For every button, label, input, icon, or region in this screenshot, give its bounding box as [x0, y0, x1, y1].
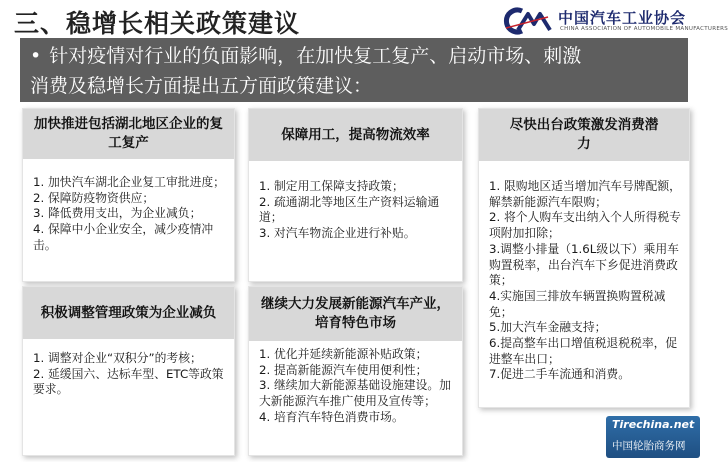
- list-item: 7.促进二手车流通和消费。: [489, 367, 631, 382]
- list-item: 1. 调整对企业“双积分”的考核；: [33, 351, 202, 365]
- card-nev-list: [259, 347, 454, 426]
- card-nev-title: 继续大力发展新能源汽车产业，培育特色市场: [249, 287, 462, 341]
- list-item: 3. 对汽车物流企业进行补贴。: [259, 226, 416, 241]
- card-resume-title: 加快推进包括湖北地区企业的复工复产: [23, 109, 234, 159]
- list-item: 1. 优化并延续新能源补贴政策；: [259, 347, 428, 361]
- card-labor-title: 保障用工，提高物流效率: [249, 109, 462, 161]
- card-resume-production: [22, 108, 235, 282]
- card-consumption-list: [489, 179, 681, 383]
- list-item: 2. 将个人购车支出纳入个人所得税专项附加扣除；: [489, 210, 681, 241]
- list-item: 6.提高整车出口增值税退税税率，促进整车出口；: [489, 336, 678, 366]
- list-item: 1. 制定用工保障支持政策；: [259, 179, 404, 193]
- list-item: 4. 保障中小企业安全，减少疫情冲击。: [33, 222, 214, 252]
- list-item: 1. 限购地区适当增加汽车号牌配额，解禁新能源汽车限购；: [489, 179, 681, 209]
- intro-banner: [20, 38, 688, 102]
- watermark-name: 中国轮胎商务网: [612, 440, 686, 452]
- card-labor-logistics: [248, 108, 463, 282]
- watermark-site: Tirechina.net: [612, 418, 695, 431]
- list-item: 5.加大汽车金融支持；: [489, 320, 607, 335]
- logo-name-cn: 中国汽车工业协会: [558, 9, 687, 27]
- banner-text-1: 针对疫情对行业的负面影响，在加快复工复产、启动市场、刺激: [49, 45, 582, 67]
- list-item: 4. 培育汽车特色消费市场。: [259, 409, 404, 424]
- card-management-title: 积极调整管理政策为企业减负: [23, 287, 234, 339]
- banner-line-2: 消费及稳增长方面提出五方面政策建议：: [30, 75, 373, 97]
- tirechina-watermark: [606, 416, 700, 458]
- card-consumption: [478, 108, 690, 408]
- logo-name-en: CHINA ASSOCIATION OF AUTOMOBILE MANUFACTURERS: [560, 26, 728, 32]
- page-title: 三、稳增长相关政策建议: [14, 9, 301, 38]
- bullet-icon: •: [30, 45, 42, 67]
- card-resume-list: [33, 175, 226, 254]
- card-labor-list: [259, 179, 454, 242]
- banner-line-1: [30, 41, 678, 71]
- card-management-policy: [22, 286, 235, 456]
- card-consumption-title: 尽快出台政策激发消费潜力: [479, 109, 689, 161]
- caam-logo: [500, 4, 728, 38]
- list-item: 2. 延缓国六、达标车型、ETC等政策要求。: [33, 366, 224, 397]
- list-item: 2. 保障防疫物资供应；: [33, 190, 155, 205]
- list-item: 1. 加快汽车湖北企业复工审批进度；: [33, 175, 225, 189]
- list-item: 3.调整小排量（1.6L级以下）乘用车购置税率，出台汽车下乡促进消费政策；: [489, 241, 679, 288]
- list-item: 3. 降低费用支出，为企业减负；: [33, 206, 202, 221]
- card-new-energy: [248, 286, 463, 456]
- list-item: 2. 疏通湖北等地区生产资料运输通道；: [259, 194, 440, 225]
- list-item: 3. 继续加大新能源基础设施建设。加大新能源汽车推广使用及宣传等；: [259, 378, 451, 409]
- card-management-list: [33, 351, 226, 398]
- list-item: 2. 提高新能源汽车使用便利性；: [259, 362, 428, 377]
- caam-logo-icon: [500, 8, 554, 34]
- list-item: 4.实施国三排放车辆置换购置税减免；: [489, 288, 666, 319]
